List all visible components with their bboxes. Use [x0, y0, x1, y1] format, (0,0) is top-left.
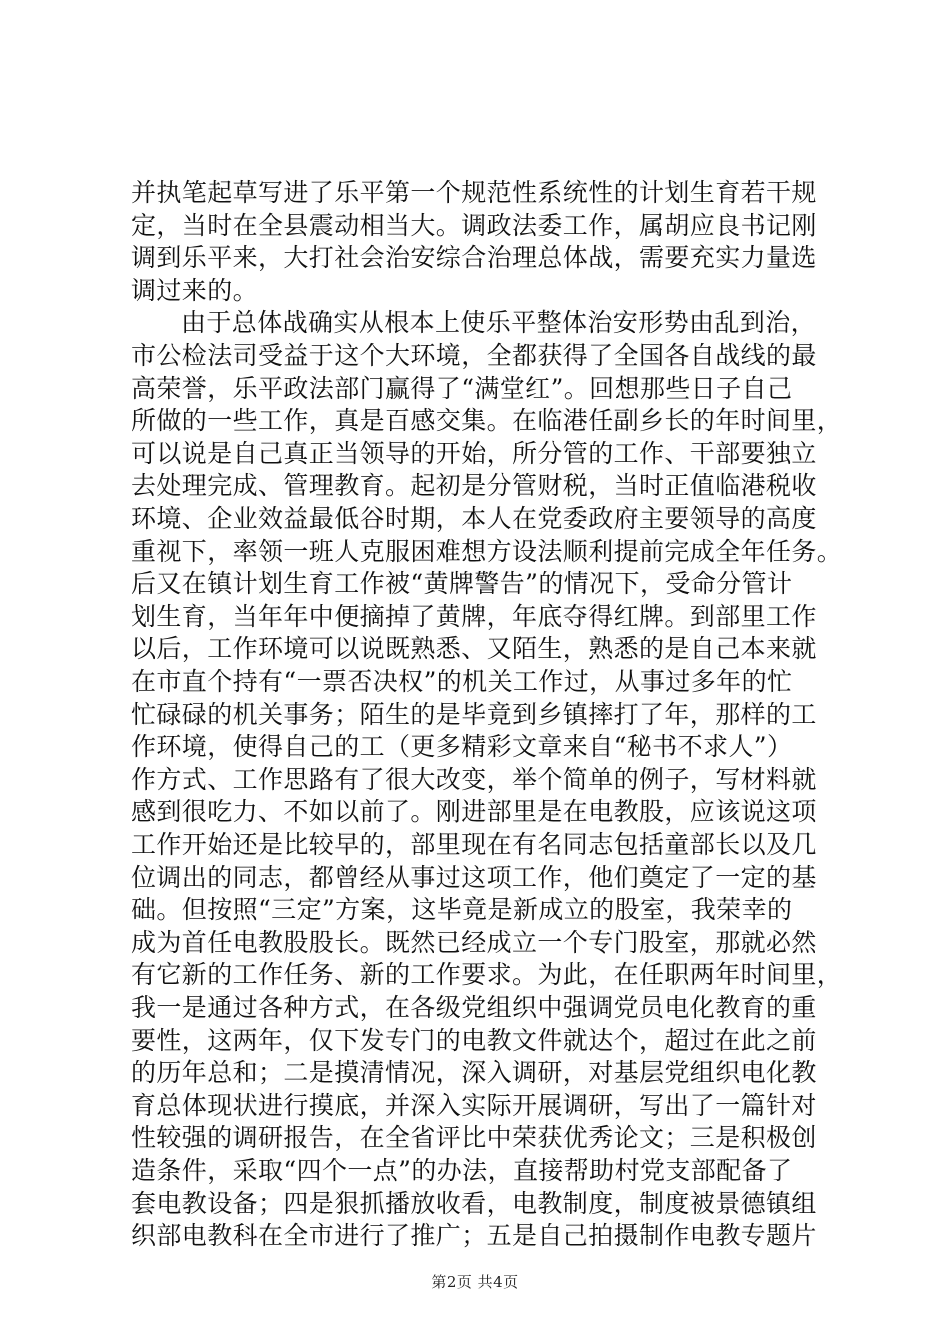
text-line: 位调出的同志，都曾经从事过这项工作，他们奠定了一定的基	[131, 862, 817, 892]
text-line: 有它新的工作任务、新的工作要求。为此，在任职两年时间里，	[131, 960, 843, 990]
text-line: 重视下，率领一班人克服困难想方设法顺利提前完成全年任务。	[131, 536, 843, 566]
text-line: 以后，工作环境可以说既熟悉、又陌生，熟悉的是自己本来就	[131, 634, 817, 664]
text-line: 套电教设备；四是狠抓播放收看，电教制度，制度被景德镇组	[131, 1188, 817, 1218]
text-line: 高荣誉，乐平政法部门赢得了“满堂红”。回想那些日子自己	[131, 373, 793, 403]
text-line: 作环境，使得自己的工（更多精彩文章来自“秘书不求人”）	[131, 732, 793, 762]
text-line: 划生育，当年年中便摘掉了黄牌，年底夺得红牌。到部里工作	[131, 601, 817, 631]
text-line: 我一是通过各种方式，在各级党组织中强调党员电化教育的重	[131, 993, 817, 1022]
text-line: 在市直个持有“一票否决权”的机关工作过，从事过多年的忙	[131, 667, 793, 696]
text-line: 育总体现状进行摸底，并深入实际开展调研，写出了一篇针对	[131, 1090, 817, 1120]
text-line: 性较强的调研报告，在全省评比中荣获优秀论文；三是积极创	[131, 1123, 817, 1153]
text-line: 环境、企业效益最低谷时期，本人在党委政府主要领导的高度	[131, 504, 817, 533]
text-line: 去处理完成、管理教育。起初是分管财税，当时正值临港税收	[131, 471, 817, 501]
text-line: 调到乐平来，大打社会治安综合治理总体战，需要充实力量选	[131, 243, 817, 273]
text-line: 感到很吃力、不如以前了。刚进部里是在电教股，应该说这项	[131, 797, 817, 827]
text-line: 造条件，采取“四个一点”的办法，直接帮助村党支部配备了	[131, 1156, 793, 1185]
text-line: 可以说是自己真正当领导的开始，所分管的工作、干部要独立	[131, 438, 817, 468]
text-line: 市公检法司受益于这个大环境，全都获得了全国各自战线的最	[131, 341, 817, 370]
text-line: 后又在镇计划生育工作被“黄牌警告”的情况下，受命分管计	[131, 569, 793, 599]
text-line: 成为首任电教股股长。既然已经成立一个专门股室，那就必然	[131, 927, 817, 957]
text-line: 定，当时在全县震动相当大。调政法委工作，属胡应良书记刚	[131, 210, 817, 240]
text-line: 所做的一些工作，真是百感交集。在临港任副乡长的年时间里，	[131, 406, 843, 436]
text-line: 的历年总和；二是摸清情况，深入调研，对基层党组织电化教	[131, 1058, 817, 1088]
text-line: 要性，这两年，仅下发专门的电教文件就达个，超过在此之前	[131, 1025, 817, 1055]
text-line: 工作开始还是比较早的，部里现在有名同志包括童部长以及几	[131, 830, 817, 859]
text-line: 忙碌碌的机关事务；陌生的是毕竟到乡镇摔打了年，那样的工	[131, 699, 817, 729]
text-line: 础。但按照“三定”方案，这毕竟是新成立的股室，我荣幸的	[131, 895, 793, 925]
paragraph-first-line: 由于总体战确实从根本上使乐平整体治安形势由乱到治，	[181, 308, 817, 338]
text-line: 并执笔起草写进了乐平第一个规范性系统性的计划生育若干规	[131, 178, 817, 207]
text-line: 作方式、工作思路有了很大改变，举个简单的例子，写材料就	[131, 764, 817, 794]
page-number-footer: 第2页 共4页	[431, 1273, 519, 1291]
text-line: 织部电教科在全市进行了推广；五是自己拍摄制作电教专题片	[131, 1221, 817, 1251]
text-line: 调过来的。	[131, 275, 259, 305]
